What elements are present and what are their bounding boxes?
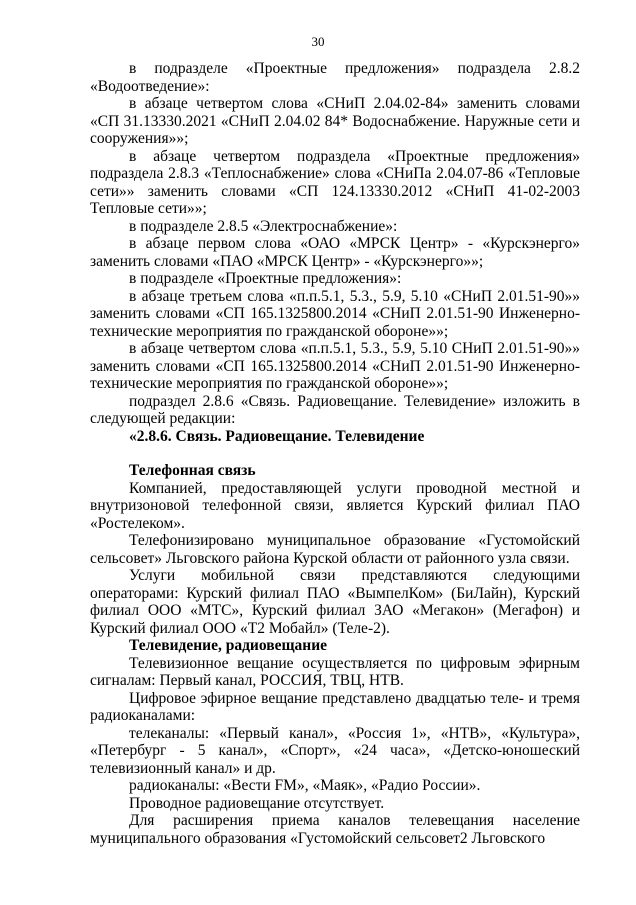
page-number: 30 bbox=[311, 34, 325, 49]
paragraph: Телевизионное вещание осуществляется по цифровым эфирным сигналам: Первый канал, РОССИЯ, ТВЦ, НТВ. bbox=[90, 654, 580, 689]
paragraph: Компанией, предоставляющей услуги проводной местной и внутризоновой телефонной связи, является Курский филиал ПАО «Ростелеком». bbox=[90, 479, 580, 532]
subsection-heading: Телефонная связь bbox=[129, 462, 256, 479]
paragraph: подраздел 2.8.6 «Связь. Радиовещание. Телевидение» изложить в следующей редакции: bbox=[90, 392, 580, 427]
blank-line bbox=[90, 445, 580, 462]
paragraph: радиоканалы: «Вести FM», «Маяк», «Радио России». bbox=[129, 777, 481, 794]
paragraph: Услуги мобильной связи представляются следующими операторами: Курский филиал ПАО «ВымпелКом» (БиЛайн), Курский филиал ООО «МТС», Курский филиал ЗАО «Мегакон» (Мегафон) и Курский филиал ООО «Т2 Мобайл» (Теле-2). bbox=[90, 567, 580, 637]
paragraph: Телефонизировано муниципальное образование «Густомойский сельсовет» Льговского района Курской области от районного узла связи. bbox=[90, 532, 580, 567]
paragraph: в абзаце четвертом подраздела «Проектные предложения» подраздела 2.8.3 «Теплоснабжение» слова «СНиПа 2.04.07-86 «Тепловые сети»» заменить словами «СП 124.13330.2012 «СНиП 41-02-2003 Тепловые сети»»; bbox=[90, 147, 580, 217]
paragraph: в абзаце третьем слова «п.п.5.1, 5.3., 5.9, 5.10 «СНиП 2.01.51-90»» заменить словами «СП 165.1325800.2014 «СНиП 2.01.51-90 Инженерно-технические мероприятия по гражданской обороне»»; bbox=[90, 287, 580, 340]
paragraph: в подразделе «Проектные предложения» подраздела 2.8.2 «Водоотведение»: bbox=[90, 60, 580, 95]
section-heading: «2.8.6. Связь. Радиовещание. Телевидение bbox=[129, 427, 425, 445]
paragraph: в подразделе 2.8.5 «Электроснабжение»: bbox=[129, 217, 398, 235]
subsection-heading: Телевидение, радиовещание bbox=[129, 637, 328, 654]
paragraph: Проводное радиовещание отсутствует. bbox=[129, 794, 385, 812]
paragraph: в абзаце четвертом слова «п.п.5.1, 5.3., 5.9, 5.10 СНиП 2.01.51-90»» заменить словами «СП 165.1325800.2014 «СНиП 2.01.51-90 Инженерно-технические мероприятия по гражданской обороне»»; bbox=[90, 340, 580, 392]
paragraph: в абзаце первом слова «ОАО «МРСК Центр» - «Курскэнерго» заменить словами «ПАО «МРСК Центр» - «Курскэнерго»»; bbox=[90, 235, 580, 270]
paragraph: Цифровое эфирное вещание представлено двадцатью теле- и тремя радиоканалами: bbox=[90, 689, 580, 724]
paragraph: в абзаце четвертом слова «СНиП 2.04.02-84» заменить словами «СП 31.13330.2021 «СНиП 2.04.02 84* Водоснабжение. Наружные сети и сооружения»»; bbox=[90, 95, 580, 147]
paragraph: в подразделе «Проектные предложения»: bbox=[129, 270, 402, 287]
paragraph: Для расширения приема каналов телевещания население муниципального образования «Густомойский сельсовет2 Льговского bbox=[90, 812, 580, 847]
paragraph: телеканалы: «Первый канал», «Россия 1», «НТВ», «Культура», «Петербург - 5 канал», «Спорт», «24 часа», «Детско-юношеский телевизионный канал» и др. bbox=[90, 724, 580, 777]
document-body bbox=[90, 60, 580, 847]
